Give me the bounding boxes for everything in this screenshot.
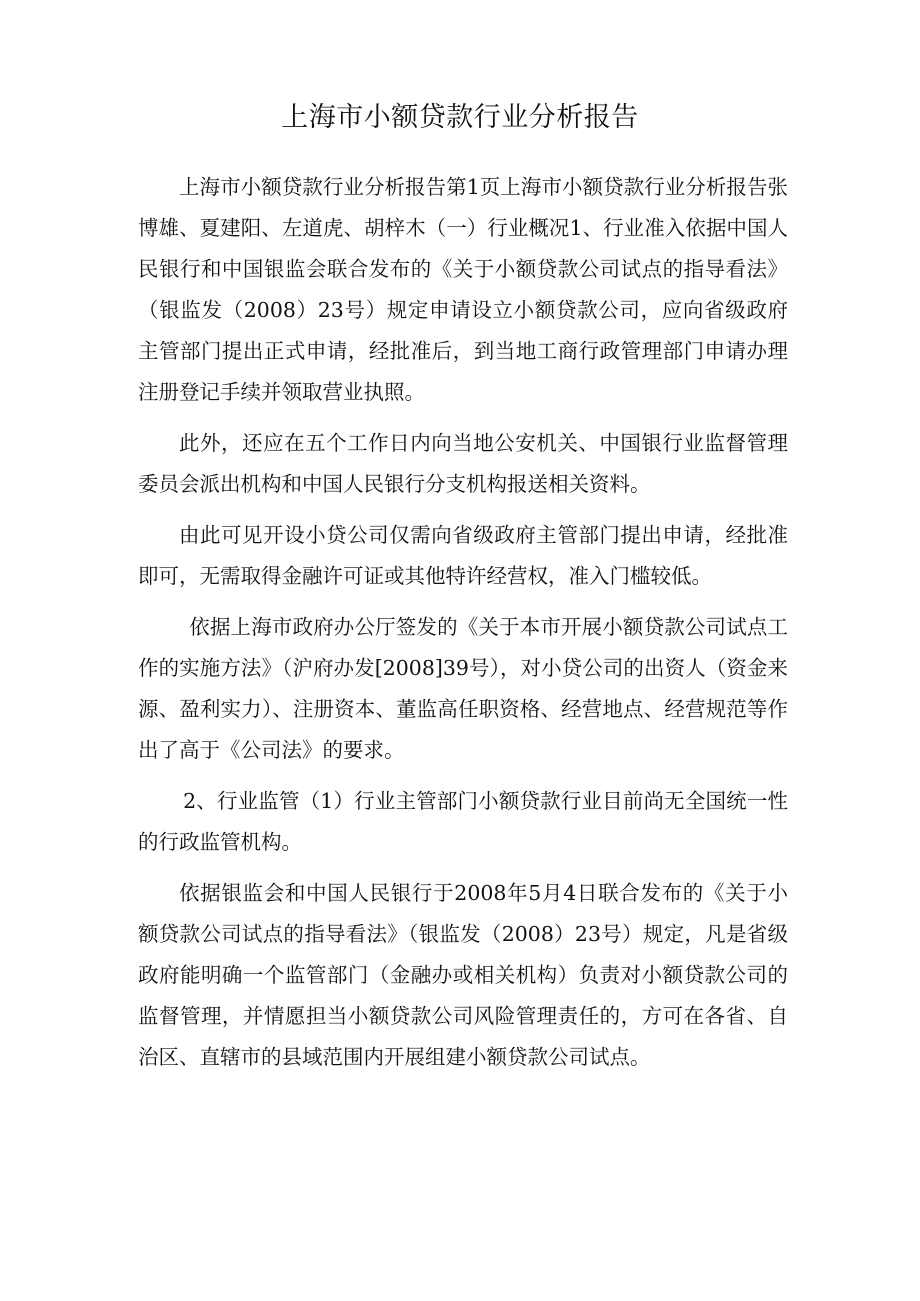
paragraph-shanghai-rules: 依据上海市政府办公厅签发的《关于本市开展小额贷款公司试点工作的实施方法》（沪府办发[2008]39号），对小贷公司的出资人（资金来源、盈利实力）、注册资本、董监高任职资格、经营地点、经营规范等作出了高于《公司法》的要求。 <box>138 615 788 762</box>
paragraph-industry-regulation: 2、行业监管（1）行业主管部门小额贷款行业目前尚无全国统一性的行政监管机构。 <box>138 789 788 854</box>
document-title: 上海市小额贷款行业分析报告 <box>281 102 639 133</box>
paragraph-entry-threshold: 由此可见开设小贷公司仅需向省级政府主管部门提出申请，经批准即可，无需取得金融许可证或其他特许经营权，准入门槛较低。 <box>138 523 788 588</box>
document-body <box>138 167 788 1088</box>
paragraph-reporting-requirements: 此外，还应在五个工作日内向当地公安机关、中国银行业监督管理委员会派出机构和中国人民银行分支机构报送相关资料。 <box>138 431 788 496</box>
paragraph-industry-overview: 上海市小额贷款行业分析报告第1页上海市小额贷款行业分析报告张博雄、夏建阳、左道虎、胡梓木（一）行业概况1、行业准入依据中国人民银行和中国银监会联合发布的《关于小额贷款公司试点的指导看法》（银监发（2008）23号）规定申请设立小额贷款公司，应向省级政府主管部门提出正式申请，经批准后，到当地工商行政管理部门申请办理注册登记手续并领取营业执照。 <box>138 175 788 404</box>
paragraph-pilot-conditions: 依据银监会和中国人民银行于2008年5月4日联合发布的《关于小额贷款公司试点的指导看法》（银监发（2008）23号）规定，凡是省级政府能明确一个监管部门（金融办或相关机构）负责对小额贷款公司的监督管理，并情愿担当小额贷款公司风险管理责任的，方可在各省、自治区、直辖市的县域范围内开展组建小额贷款公司试点。 <box>138 881 788 1069</box>
